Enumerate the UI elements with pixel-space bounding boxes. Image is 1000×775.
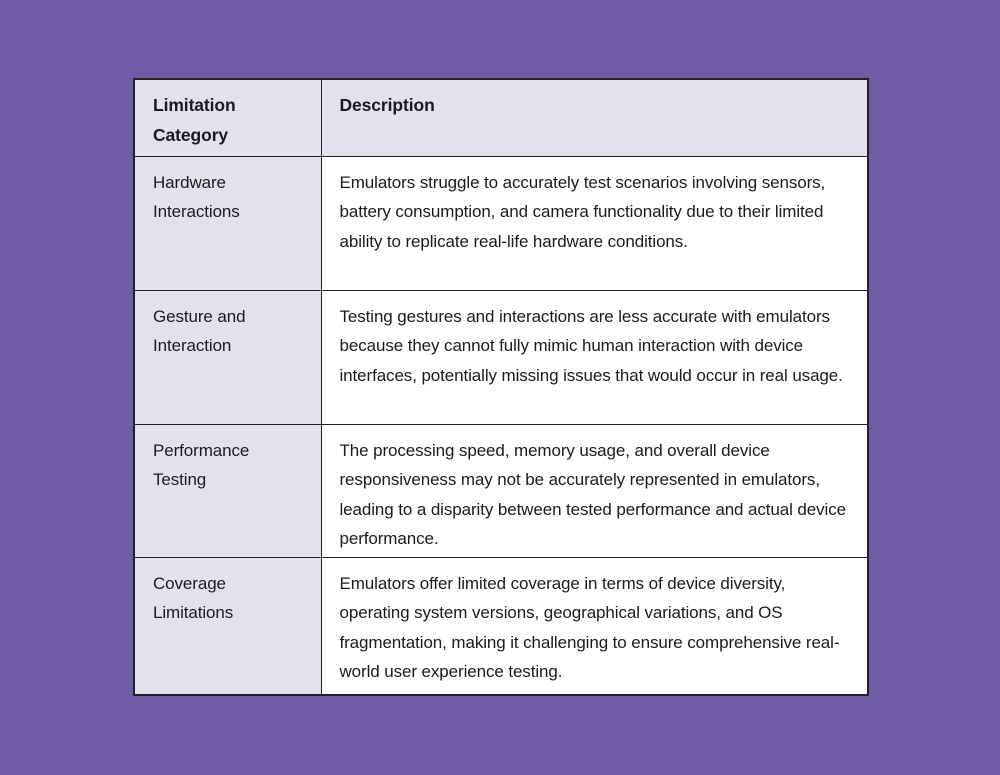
- table-row: [134, 557, 868, 695]
- limitations-table: [133, 78, 869, 696]
- header-limitation-category: Limitation Category: [134, 79, 321, 156]
- category-cell: Coverage Limitations: [134, 557, 321, 695]
- table-row: [134, 424, 868, 557]
- description-cell: The processing speed, memory usage, and overall device responsiveness may not be accurately represented in emulators, leading to a disparity between tested performance and actual device performance.: [321, 424, 868, 557]
- table-header-row: [134, 79, 868, 156]
- description-cell: Testing gestures and interactions are less accurate with emulators because they cannot fully mimic human interaction with device interfaces, potentially missing issues that would occur in real usage.: [321, 290, 868, 424]
- description-cell: Emulators struggle to accurately test scenarios involving sensors, battery consumption, and camera functionality due to their limited ability to replicate real-life hardware conditions.: [321, 156, 868, 290]
- table-row: [134, 290, 868, 424]
- header-description: Description: [321, 79, 868, 156]
- category-cell: Gesture and Interaction: [134, 290, 321, 424]
- category-cell: Hardware Interactions: [134, 156, 321, 290]
- description-cell: Emulators offer limited coverage in terms of device diversity, operating system versions, geographical variations, and OS fragmentation, making it challenging to ensure comprehensive real-world user experience testing.: [321, 557, 868, 695]
- limitations-table-container: [133, 78, 867, 696]
- table-row: [134, 156, 868, 290]
- category-cell: Performance Testing: [134, 424, 321, 557]
